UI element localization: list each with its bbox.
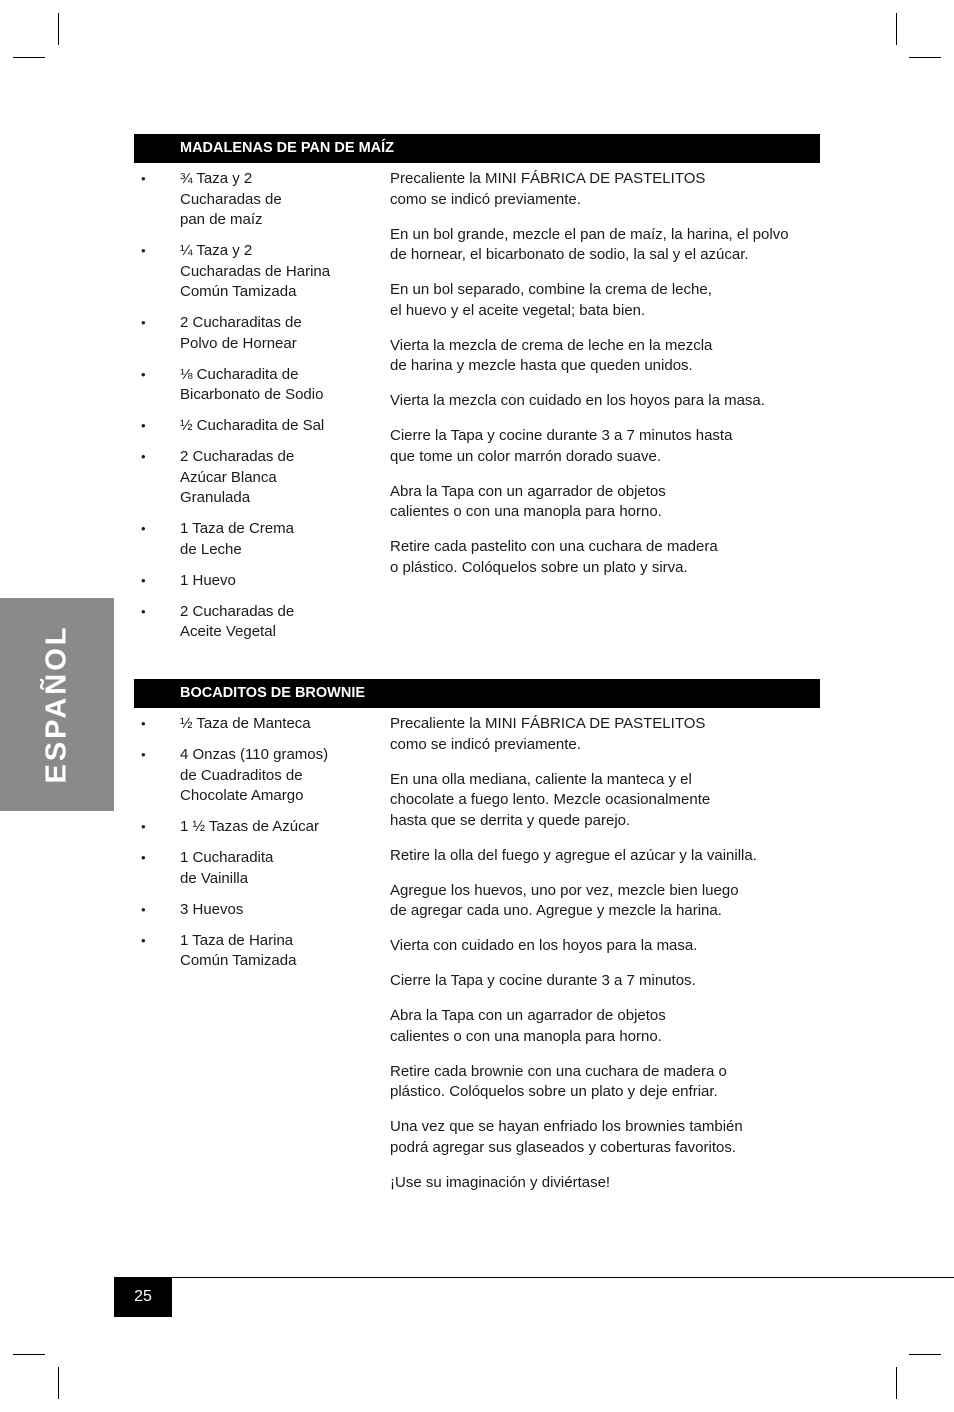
bullet: • [141,171,146,186]
instruction-step: Retire cada pastelito con una cuchara de madera o plástico. Colóquelos sobre un plato y sirva. [390,538,718,576]
ingredient-text: 4 Onzas (110 gramos) de Cuadraditos de Chocolate Amargo [180,746,329,804]
ingredient-list [134,169,374,653]
recipe-title: MADALENAS DE PAN DE MAÍZ [134,134,820,163]
instruction-step: Retire la olla del fuego y agregue el azúcar y la vainilla. [390,846,757,864]
instruction-step: En una olla mediana, caliente la manteca y el chocolate a fuego lento. Mezcle ocasionalmente hasta que se derrita y quede parejo. [390,770,711,829]
footer-rule [114,1277,954,1278]
crop-mark [13,1354,45,1355]
instruction-step: Abra la Tapa con un agarrador de objetos calientes o con una manopla para horno. [390,1007,666,1045]
bullet: • [141,366,146,382]
ingredient-text: ⅛ Cucharadita de Bicarbonato de Sodio [180,365,324,403]
bullet: • [141,819,146,834]
ingredient-item [134,416,374,437]
instruction-step: En un bol grande, mezcle el pan de maíz, la harina, el polvo de hornear, el bicarbonato de sodio, la sal y el azúcar. [390,225,789,263]
instruction-step: Precaliente la MINI FÁBRICA DE PASTELITOS como se indicó previamente. [390,170,706,208]
instruction-step: Cierre la Tapa y cocine durante 3 a 7 minutos hasta que tome un color marrón dorado suave. [390,427,733,465]
crop-mark [58,1367,59,1399]
bullet: • [141,521,146,536]
instruction-step: Vierta con cuidado en los hoyos para la masa. [390,937,698,954]
ingredient-item [134,571,374,592]
ingredient-list [134,714,374,982]
ingredient-item [134,931,374,972]
ingredient-item [134,817,374,838]
page-number: 25 [114,1277,172,1317]
bullet: • [141,243,146,258]
ingredient-text: 1 Huevo [180,571,236,589]
ingredient-text: ½ Taza de Manteca [180,715,311,732]
instruction-step: Agregue los huevos, uno por vez, mezcle bien luego de agregar cada uno. Agregue y mezcle la harina. [390,881,739,919]
ingredient-text: 2 Cucharaditas de Polvo de Hornear [180,314,302,352]
instruction-list [390,714,820,1208]
ingredient-item [134,447,374,509]
bullet: • [141,315,146,330]
ingredient-item [134,169,374,231]
bullet: • [141,901,146,917]
ingredient-text: 2 Cucharadas de Aceite Vegetal [180,602,295,640]
instruction-step: Una vez que se hayan enfriado los brownies también podrá agregar sus glaseados y coberturas favoritos. [390,1118,743,1156]
ingredient-item [134,241,374,303]
instruction-step: Cierre la Tapa y cocine durante 3 a 7 minutos. [390,972,696,989]
crop-mark [896,13,897,45]
instruction-step: ¡Use su imaginación y diviértase! [390,1173,611,1191]
crop-mark [896,1367,897,1399]
ingredient-text: ¾ Taza y 2 Cucharadas de pan de maíz [180,170,282,228]
ingredient-text: 2 Cucharadas de Azúcar Blanca Granulada [180,448,295,506]
ingredient-text: 1 Taza de Harina Común Tamizada [180,931,297,969]
instruction-step: Vierta la mezcla con cuidado en los hoyos para la masa. [390,392,765,409]
bullet: • [141,418,146,433]
language-tab-label: ESPAÑOL [40,624,73,784]
ingredient-item [134,365,374,406]
instruction-step: Precaliente la MINI FÁBRICA DE PASTELITOS como se indicó previamente. [390,715,706,753]
ingredient-text: ¼ Taza y 2 Cucharadas de Harina Común Tamizada [180,242,331,300]
instruction-step: Retire cada brownie con una cuchara de madera o plástico. Colóquelos sobre un plato y deje enfriar. [390,1062,727,1100]
ingredient-item [134,313,374,354]
ingredient-text: 1 Cucharadita de Vainilla [180,849,274,887]
bullet: • [141,932,146,948]
crop-mark [909,57,941,58]
bullet: • [141,603,146,619]
bullet: • [141,449,146,464]
bullet: • [141,850,146,865]
ingredient-item [134,519,374,560]
crop-mark [58,13,59,45]
instruction-step: Abra la Tapa con un agarrador de objetos calientes o con una manopla para horno. [390,482,666,520]
instruction-list [390,169,820,593]
ingredient-text: 1 ½ Tazas de Azúcar [180,818,319,835]
ingredient-item [134,745,374,807]
instruction-step: Vierta la mezcla de crema de leche en la mezcla de harina y mezcle hasta que queden unidos. [390,336,713,374]
ingredient-item [134,848,374,889]
crop-mark [909,1354,941,1355]
bullet: • [141,716,146,731]
instruction-step: En un bol separado, combine la crema de leche, el huevo y el aceite vegetal; bata bien. [390,281,712,319]
ingredient-item [134,900,374,921]
ingredient-item [134,602,374,643]
ingredient-item [134,714,374,735]
ingredient-text: 1 Taza de Crema de Leche [180,520,294,558]
bullet: • [141,747,146,762]
ingredient-text: ½ Cucharadita de Sal [180,417,325,434]
ingredient-text: 3 Huevos [180,900,244,918]
crop-mark [13,57,45,58]
language-tab [0,598,114,811]
recipe-title: BOCADITOS DE BROWNIE [134,679,820,708]
bullet: • [141,572,146,588]
